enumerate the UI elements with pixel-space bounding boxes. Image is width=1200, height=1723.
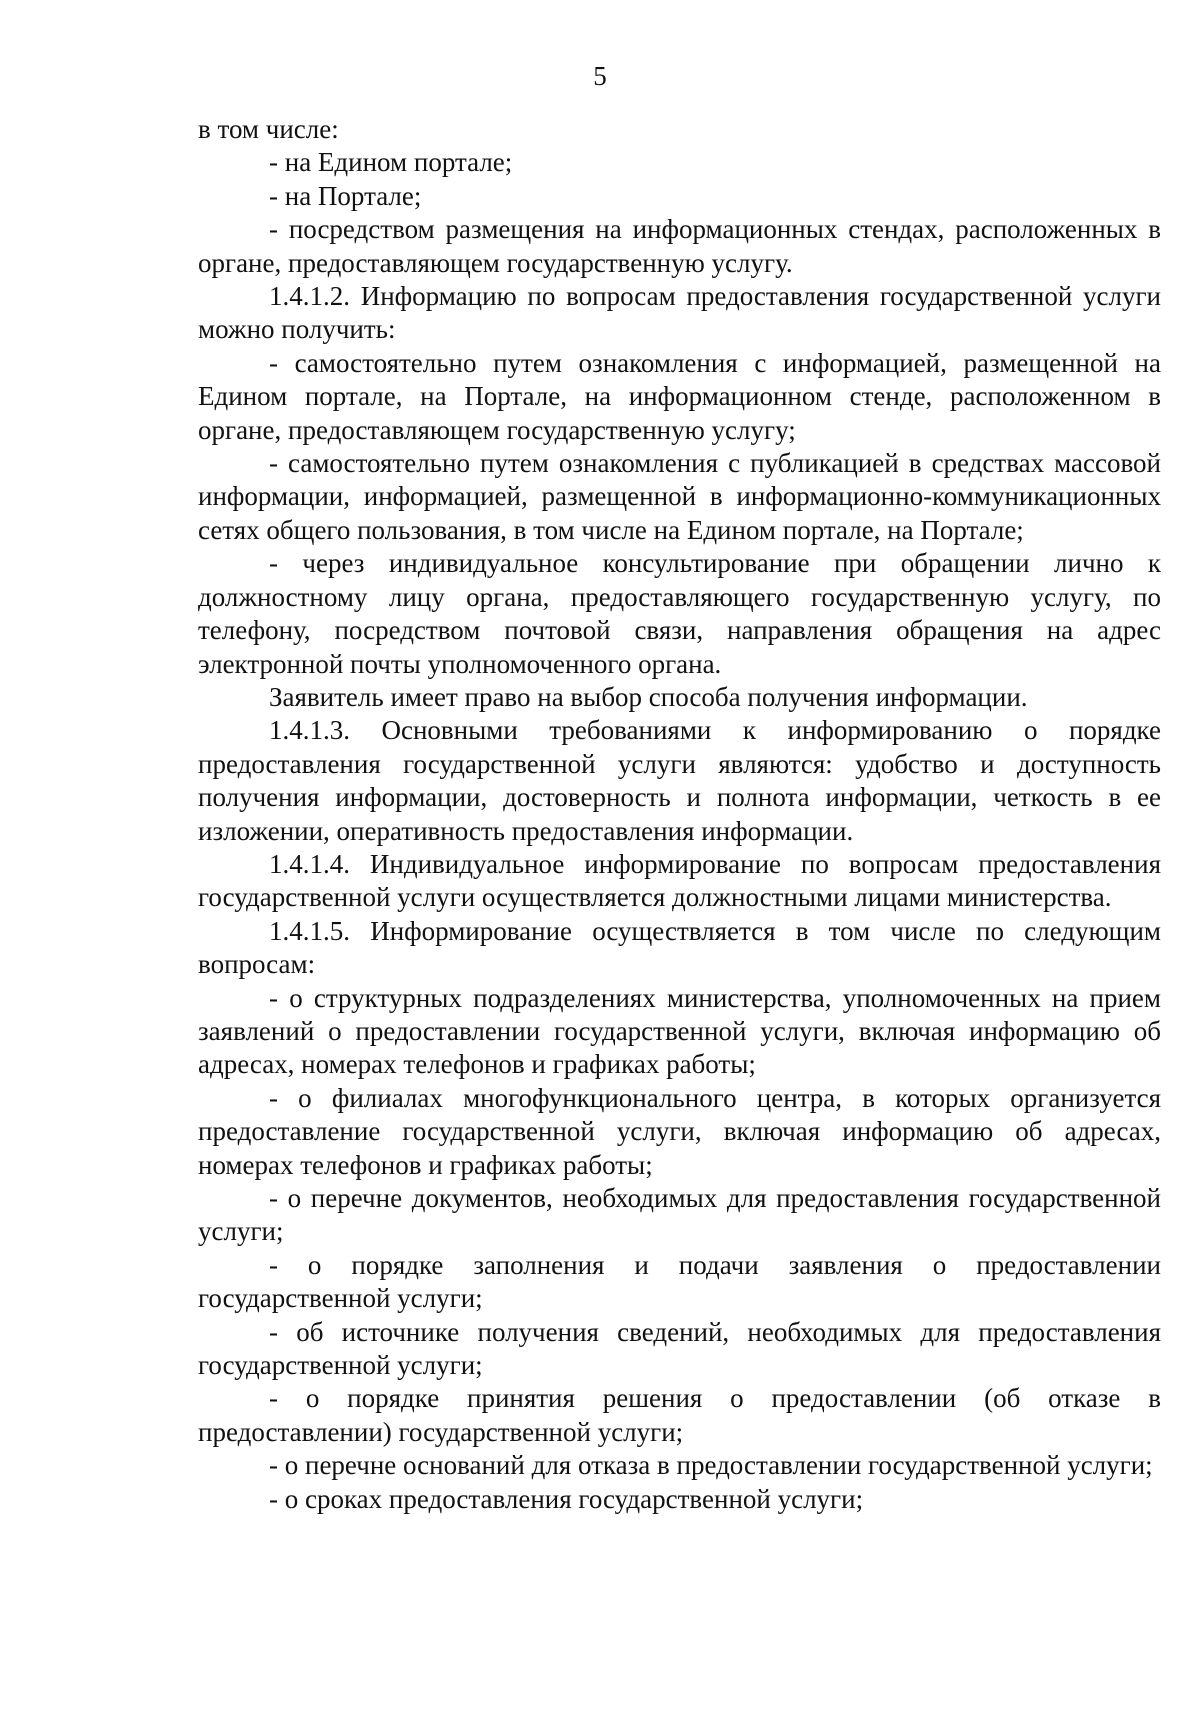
paragraph: - на Едином портале; [269,147,513,178]
paragraph: 1.4.1.3. Основными требованиями к информированию о порядке предоставления государственной услуги являются: удобство и доступность получения информации, достоверность и полнота информации, четкость в ее изложении, оперативность предоставления информации. [198,715,1161,846]
paragraph: - посредством размещения на информационных стендах, расположенных в органе, предоставляющем государственную услугу. [198,214,1161,278]
paragraph: - о порядке заполнения и подачи заявления о предоставлении государственной услуги; [198,1249,1161,1314]
paragraph: - об источнике получения сведений, необходимых для предоставления государственной услуги; [198,1316,1161,1381]
paragraph: 1.4.1.2. Информацию по вопросам предоставления государственной услуги можно получить: [198,281,1161,345]
paragraph: в том числе: [198,114,339,144]
paragraph: 1.4.1.5. Информирование осуществляется в том числе по следующим вопросам: [198,915,1161,980]
paragraph: Заявитель имеет право на выбор способа получения информации. [269,681,1028,712]
page-number: 5 [593,61,607,91]
document-body [198,113,1161,1516]
paragraph: - на Портале; [269,180,422,211]
paragraph: - самостоятельно путем ознакомления с информацией, размещенной на Едином портале, на Портале, на информационном стенде, расположенном в органе, предоставляющем государственную услугу; [198,347,1161,445]
paragraph: - о перечне оснований для отказа в предоставлении государственной услуги; [269,1450,1153,1481]
paragraph: 1.4.1.4. Индивидуальное информирование по вопросам предоставления государственной услуги осуществляется должностными лицами министерства. [198,848,1161,913]
paragraph: - о структурных подразделениях министерства, уполномоченных на прием заявлений о предоставлении государственной услуги, включая информацию об адресах, номерах телефонов и графиках работы; [198,982,1161,1080]
paragraph: - о сроках предоставления государственной услуги; [269,1483,864,1514]
paragraph: - о порядке принятия решения о предоставлении (об отказе в предоставлении) государственной услуги; [198,1383,1161,1447]
paragraph: - о филиалах многофункционального центра, в которых организуется предоставление государственной услуги, включая информацию об адресах, номерах телефонов и графиках работы; [198,1082,1161,1180]
paragraph: - через индивидуальное консультирование при обращении лично к должностному лицу органа, предоставляющего государственную услугу, по телефону, посредством почтовой связи, направления обращения на адрес электронной почты уполномоченного органа. [198,548,1161,679]
paragraph: - самостоятельно путем ознакомления с публикацией в средствах массовой информации, информацией, размещенной в информационно-коммуникационных сетях общего пользования, в том числе на Едином портале, на Портале; [198,448,1161,545]
paragraph: - о перечне документов, необходимых для предоставления государственной услуги; [198,1183,1161,1247]
